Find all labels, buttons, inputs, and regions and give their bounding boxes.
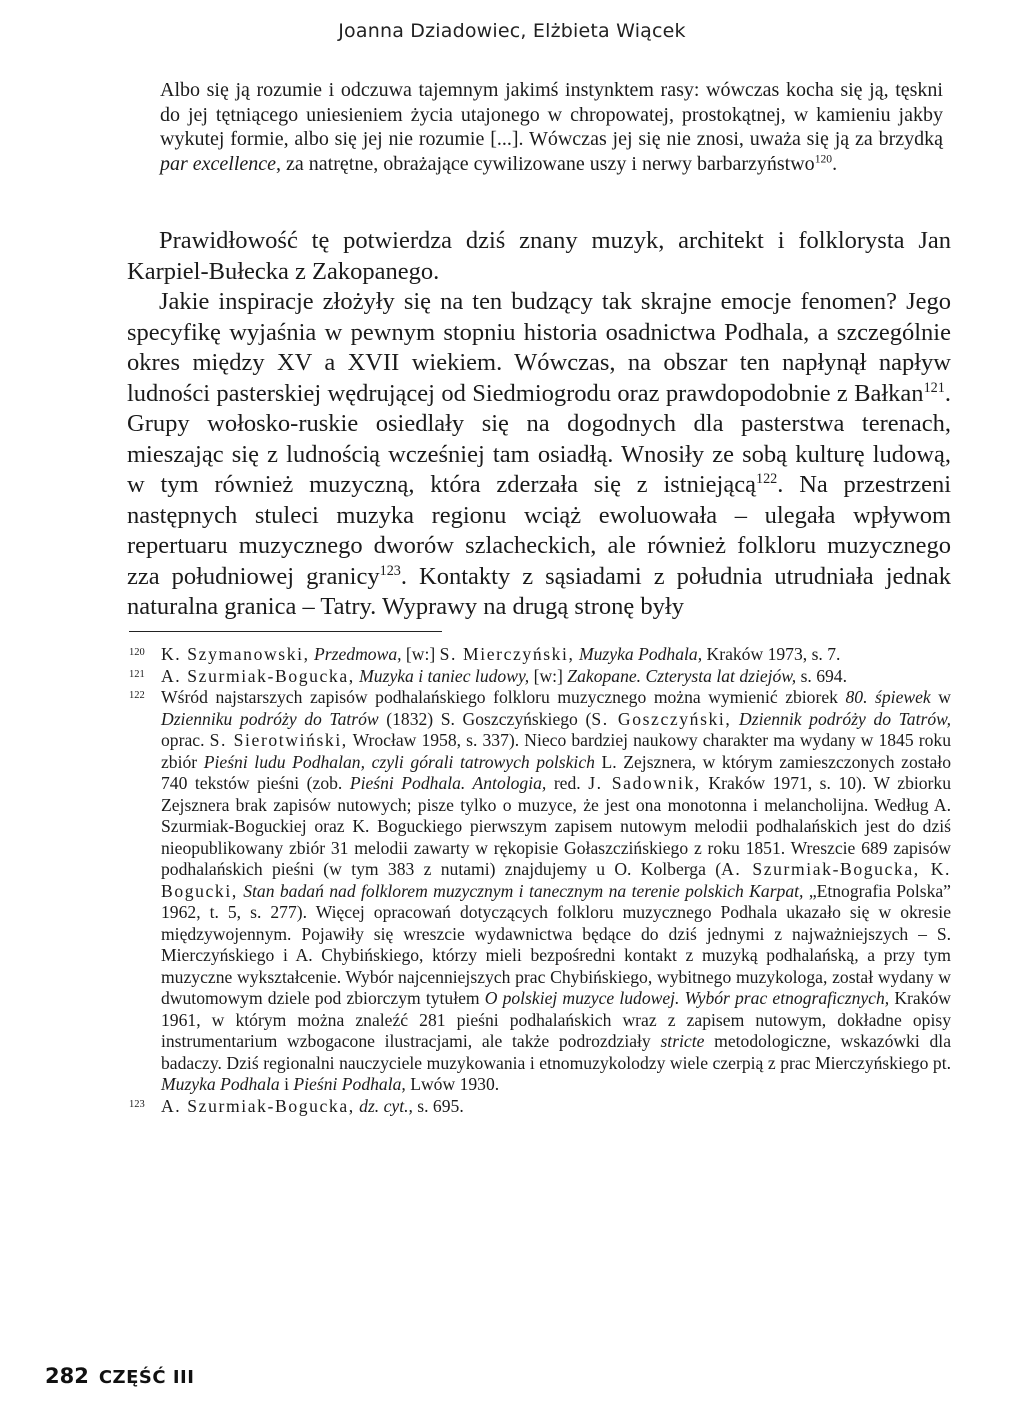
- page-number: 282: [45, 1364, 89, 1388]
- footnote-number: 123: [129, 1098, 145, 1110]
- quote-text: , za natrętne, obrażające cywilizowane uszy i nerwy barbarzyństwo: [276, 152, 815, 175]
- footnote-text: Kraków 1971, s. 10). W zbiorku Zejsznera brak zapisów nutowych; pisze tylko o muzyce, że jest ona monotonna i melancholijna. Według A. Szurmiak-Boguckiej oraz K. Boguckiego pierwszym zapisem nutowym melodii podhalańskich jest do dziś nieopublikowany zbiór 31 melodii zawarty w rękopisie Gołaszczińskiego z roku 1851. Wreszcie 689 zapisów podhalańskich pieśni (w tym 383 z nutami) znajdujemy u O. Kolberga (: [161, 773, 951, 879]
- footnote-123: [129, 1096, 951, 1118]
- footnote-text: s. 695.: [412, 1095, 464, 1116]
- footnote-author: A. Szurmiak-Bogucka,: [161, 665, 355, 686]
- footnotes: [129, 644, 951, 1117]
- footnote-author: A. Szurmiak-Bogucka, K. Bogucki,: [161, 859, 952, 901]
- footnote-title: Muzyka Podhala: [161, 1074, 280, 1094]
- footnote-text: Kraków 1961, w którym można znaleźć 281 pieśni podhalańskich wraz z zapisem nutowym, dokładne opisy instrumentarium wzbogacone ilustracjami, ale także podrozdziały: [161, 988, 951, 1051]
- paragraph: Prawidłowość tę potwierdza dziś znany muzyk, architekt i folklorysta Jan Karpiel-Bułecka z Zakopanego.: [127, 227, 951, 285]
- footnote-text: L. Zejsznera, w którym zamieszczonych zostało 740 tekstów pieśni (zob.: [161, 751, 951, 793]
- footnote-title: Pieśni ludu Podhalan, czyli górali tatrowych polskich: [203, 751, 595, 772]
- footnote-title: Pieśni Podhala,: [293, 1074, 406, 1094]
- footnote-120: [129, 644, 951, 666]
- footnote-text: Wrocław 1958, s. 337). Nieco bardziej naukowy charakter ma wydany w 1845 roku zbiór: [161, 730, 951, 772]
- paragraph: [127, 287, 951, 623]
- footnote-text: Lwów 1930.: [405, 1074, 500, 1094]
- footnote-ref[interactable]: 122: [755, 470, 778, 487]
- part-label: CZĘŚĆ III: [98, 1367, 195, 1388]
- footnote-title: stricte: [660, 1031, 705, 1051]
- quote-italic: par excellence: [160, 152, 277, 175]
- footnote-number: 122: [129, 690, 145, 701]
- footnote-author: J. Sadownik,: [588, 773, 701, 793]
- footnote-text: red.: [546, 773, 589, 793]
- footnote-text: [w:]: [401, 644, 440, 664]
- footnote-title: Przedmowa,: [314, 644, 402, 664]
- footnote-122: [129, 687, 951, 1096]
- footnote-text: Kraków 1973, s. 7.: [702, 644, 841, 664]
- footnote-author: A. Szurmiak-Bogucka,: [161, 1095, 355, 1116]
- footnote-author: S. Goszczyński,: [591, 708, 732, 729]
- footnote-text: „Etnografia Polska” 1962, t. 5, s. 277). Więcej opracowań dotyczących folkloru muzycznego Podhala ukazało się w okresie międzywojennym. Pojawiły się wreszcie wydawnictwa będące do dziś jednymi z najważniejszych – S. Mierczyńskiego i A. Chybińskiego, którzy mieli bezpośredni kontakt z muzyką podhalańską, a przy tym muzyczne wykształcenie. Wybór najcenniejszych prac Chybińskiego, wybitnego muzykologa, został wydany w dwutomowym dziele pod zbiorczym tytułem: [161, 880, 951, 1008]
- footnote-title: O polskiej muzyce ludowej. Wybór prac etnograficznych,: [484, 988, 890, 1008]
- footnote-ref[interactable]: 123: [379, 562, 401, 579]
- body-text: [127, 226, 951, 623]
- footnote-title: Dziennik podróży do Tatrów,: [739, 708, 951, 729]
- footnote-text: metodologiczne, wskazówki dla badaczy. Dziś regionalni nauczyciele muzykowania i etnomuzykolodzy wiele czerpią z prac Mierczyńskiego pt.: [161, 1031, 952, 1073]
- paragraph-text: . Na przestrzeni następnych stuleci muzyka regionu wciąż ewoluowała – ulegała wpływom repertuaru muzycznego dworów szlacheckich, ale również folkloru muzycznego zza południowej granicy: [127, 471, 952, 590]
- footnote-title: Zakopane. Czterysta lat dziejów,: [567, 665, 797, 686]
- footnote-divider: [129, 631, 442, 632]
- footnote-ref[interactable]: 120: [814, 151, 833, 165]
- footnote-number: 121: [129, 668, 145, 680]
- footnote-text: i: [279, 1074, 294, 1094]
- footnote-title: Muzyka i taniec ludowy,: [359, 665, 530, 686]
- page-footer: [45, 1364, 194, 1388]
- paragraph-text: . Grupy wołosko-ruskie osiedlały się na dogodnych dla pasterstwa terenach, mieszając się z ludnością wcześniej tam osiadłą. Wnosiły ze sobą kulturę ludową, w tym również muzyczną, która zderzała się z istniejącą: [127, 379, 951, 498]
- footnote-number: 120: [129, 647, 145, 658]
- footnote-text: (1832) S. Goszczyńskiego (: [378, 708, 592, 729]
- footnote-text: s. 694.: [796, 665, 848, 686]
- quote-text: Albo się ją rozumie i odczuwa tajemnym jakimś instynktem rasy: wówczas kocha się ją, tęskni do jej tętniącego uniesieniem życia utajonego w chropowatej, prostokątnej, w kamieniu jakby wykutej formie, albo się jej nie rozumie [...]. Wówczas jej się nie znosi, uważa się ją za brzydką: [160, 79, 943, 150]
- quote-text: .: [832, 152, 838, 175]
- footnote-text: [w:]: [529, 665, 568, 686]
- paragraph-text: Jakie inspiracje złożyły się na ten budzący tak skrajne emocje fenomen? Jego specyfikę wyjaśnia w pewnym stopniu historia osadnictwa Podhala, a szczególnie okres między XV a XVII wiekiem. Wówczas, na obszar ten napłynął napływ ludności pasterskiej wędrującej od Siedmiogrodu oraz prawdopodobnie z Bałkan: [127, 288, 951, 407]
- running-head: Joanna Dziadowiec, Elżbieta Wiącek: [338, 20, 686, 42]
- paragraph-text: . Kontakty z sąsiadami z południa utrudniała jednak naturalna granica – Tatry. Wyprawy na drugą stronę były: [127, 562, 951, 620]
- footnote-title: dz. cyt.,: [359, 1095, 413, 1116]
- footnote-text: w: [930, 687, 952, 707]
- footnote-title: Muzyka Podhala,: [578, 644, 703, 664]
- footnote-text: oprac.: [161, 730, 210, 750]
- footnote-text: Wśród najstarszych zapisów podhalańskiego folkloru muzycznego można wymienić zbiorek: [161, 687, 846, 707]
- footnote-author: K. Szymanowski,: [161, 644, 310, 664]
- footnote-ref[interactable]: 121: [923, 379, 945, 396]
- footnote-author: S. Mierczyński,: [439, 644, 575, 664]
- footnote-author: S. Sierotwiński,: [209, 730, 348, 750]
- footnote-title: Stan badań nad folklorem muzycznym i tanecznym na terenie polskich Karpat,: [243, 880, 804, 901]
- footnote-121: [129, 666, 951, 688]
- footnote-title: 80. śpiewek: [845, 687, 931, 707]
- footnote-title: Dzienniku podróży do Tatrów: [161, 708, 379, 729]
- footnote-title: Pieśni Podhala. Antologia,: [349, 773, 547, 793]
- block-quote: [160, 78, 943, 176]
